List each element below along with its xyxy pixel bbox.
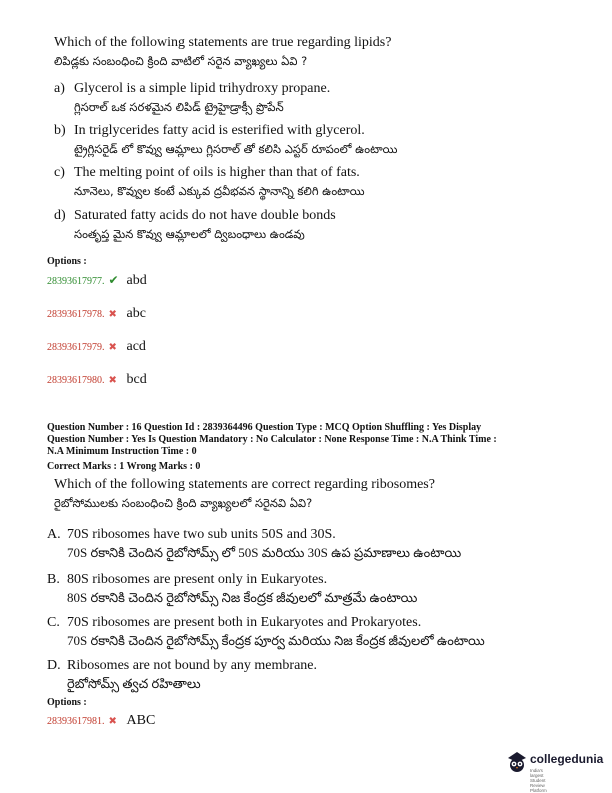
q16-question-te: రైబోసోములకు సంబంధించి క్రింది వ్యాఖ్యలలో సరైనవి ఏవి?: [54, 496, 313, 510]
option-letter: C.: [47, 615, 60, 630]
logo-name: collegedunia: [530, 752, 604, 766]
option-text-te: గ్లిసరాల్ ఒక సరళమైన లిపిడ్ ట్రైహైడ్రాక్సీ ప్రొపేన్: [74, 100, 284, 114]
q16-option-d: [47, 657, 317, 693]
q15-option-c: [54, 164, 365, 200]
q16-option-b: [47, 571, 417, 607]
option-text-te: 70S రకానికి చెందిన రైబోసోమ్స్ లో 50S మరియు 30S ఉప ప్రమాణాలు ఉంటాయి: [67, 545, 462, 560]
option-text-en: 80S ribosomes are present only in Eukaryotes.: [67, 572, 328, 587]
answer-id: 28393617977.: [47, 276, 105, 287]
option-letter: b): [54, 123, 66, 138]
q15-answer-2: [47, 304, 146, 322]
option-letter: A.: [47, 527, 61, 542]
option-text-en: Ribosomes are not bound by any membrane.: [67, 658, 318, 673]
option-letter: c): [54, 165, 65, 180]
q15-option-a: [54, 80, 330, 116]
option-text-en: Glycerol is a simple lipid trihydroxy propane.: [74, 81, 331, 96]
q15-option-b: [54, 122, 397, 158]
option-text-en: The melting point of oils is higher than that of fats.: [74, 165, 360, 180]
q16-answer-1: [47, 711, 155, 729]
q16-meta-line-1: Question Number : 16 Question Id : 2839364496 Question Type : MCQ Option Shuffling : Yes Display: [47, 422, 482, 433]
option-text-en: Saturated fatty acids do not have double bonds: [74, 208, 336, 223]
cross-icon: ✖: [108, 309, 117, 320]
cross-icon: ✖: [108, 716, 117, 727]
option-letter: D.: [47, 658, 61, 673]
cross-icon: ✖: [108, 375, 117, 386]
logo-tagline: India's largest Student Review Platform: [530, 768, 547, 793]
q15-options-label: Options :: [47, 256, 87, 267]
q15-answer-1: [47, 271, 147, 289]
option-text-en: 70S ribosomes have two sub units 50S and 30S.: [67, 527, 336, 542]
option-text-te: ట్రైగ్లిసరైడ్ లో కొవ్వు ఆమ్లాలు గ్లిసరాల్ తో కలిసి ఎస్టర్ రూపంలో ఉంటాయి: [74, 142, 398, 156]
option-text-en: 70S ribosomes are present both in Eukaryotes and Prokaryotes.: [67, 615, 422, 630]
option-text-en: In triglycerides fatty acid is esterified with glycerol.: [74, 123, 365, 138]
answer-id: 28393617981.: [47, 716, 105, 727]
q15-question-te: లిపిడ్లకు సంబంధించి క్రింది వాటిలో సరైన వ్యాఖ్యలు ఏవి ?: [54, 54, 308, 68]
option-letter: B.: [47, 572, 60, 587]
q15-answer-4: [47, 370, 147, 388]
option-text-te: 70S రకానికి చెందిన రైబోసోమ్స్ కేంద్రక పూర్వ మరియు నిజ కేంద్రక జీవులలో ఉంటాయి: [67, 633, 485, 648]
answer-value: acd: [126, 339, 146, 354]
answer-id: 28393617978.: [47, 309, 105, 320]
q16-options-label: Options :: [47, 697, 87, 708]
q16-option-a: [47, 526, 461, 562]
option-text-te: నూనెలు, కొవ్వుల కంటే ఎక్కువ ద్రవీభవన స్థానాన్ని కలిగి ఉంటాయి: [74, 184, 365, 198]
owl-logo-icon: [506, 748, 528, 774]
answer-value: bcd: [126, 372, 147, 387]
answer-value: abd: [126, 273, 147, 288]
answer-id: 28393617979.: [47, 342, 105, 353]
option-text-te: రైబోసోమ్స్ త్వచ రహితాలు: [67, 676, 201, 691]
q15-answer-3: [47, 337, 146, 355]
q15-option-d: [54, 207, 336, 243]
answer-value: abc: [126, 306, 146, 321]
q15-question-en: Which of the following statements are true regarding lipids?: [54, 35, 392, 50]
option-text-te: సంతృప్త మైన కొవ్వు ఆమ్లాలలో ద్విబంధాలు ఉండవు: [74, 227, 305, 241]
option-letter: a): [54, 81, 65, 96]
option-text-te: 80S రకానికి చెందిన రైబోసోమ్స్ నిజ కేంద్రక జీవులలో మాత్రమే ఉంటాయి: [67, 590, 418, 605]
answer-value: ABC: [126, 713, 156, 728]
cross-icon: ✖: [108, 342, 117, 353]
q16-meta-line-3: N.A Minimum Instruction Time : 0: [47, 446, 197, 457]
check-icon: ✔: [108, 273, 119, 287]
q16-option-c: [47, 614, 485, 650]
q16-meta-line-2: Question Number : Yes Is Question Mandatory : No Calculator : None Response Time : N.A Think Time :: [47, 434, 497, 445]
answer-id: 28393617980.: [47, 375, 105, 386]
option-letter: d): [54, 208, 66, 223]
q16-marks: Correct Marks : 1 Wrong Marks : 0: [47, 461, 201, 472]
q16-question-en: Which of the following statements are correct regarding ribosomes?: [54, 477, 435, 492]
